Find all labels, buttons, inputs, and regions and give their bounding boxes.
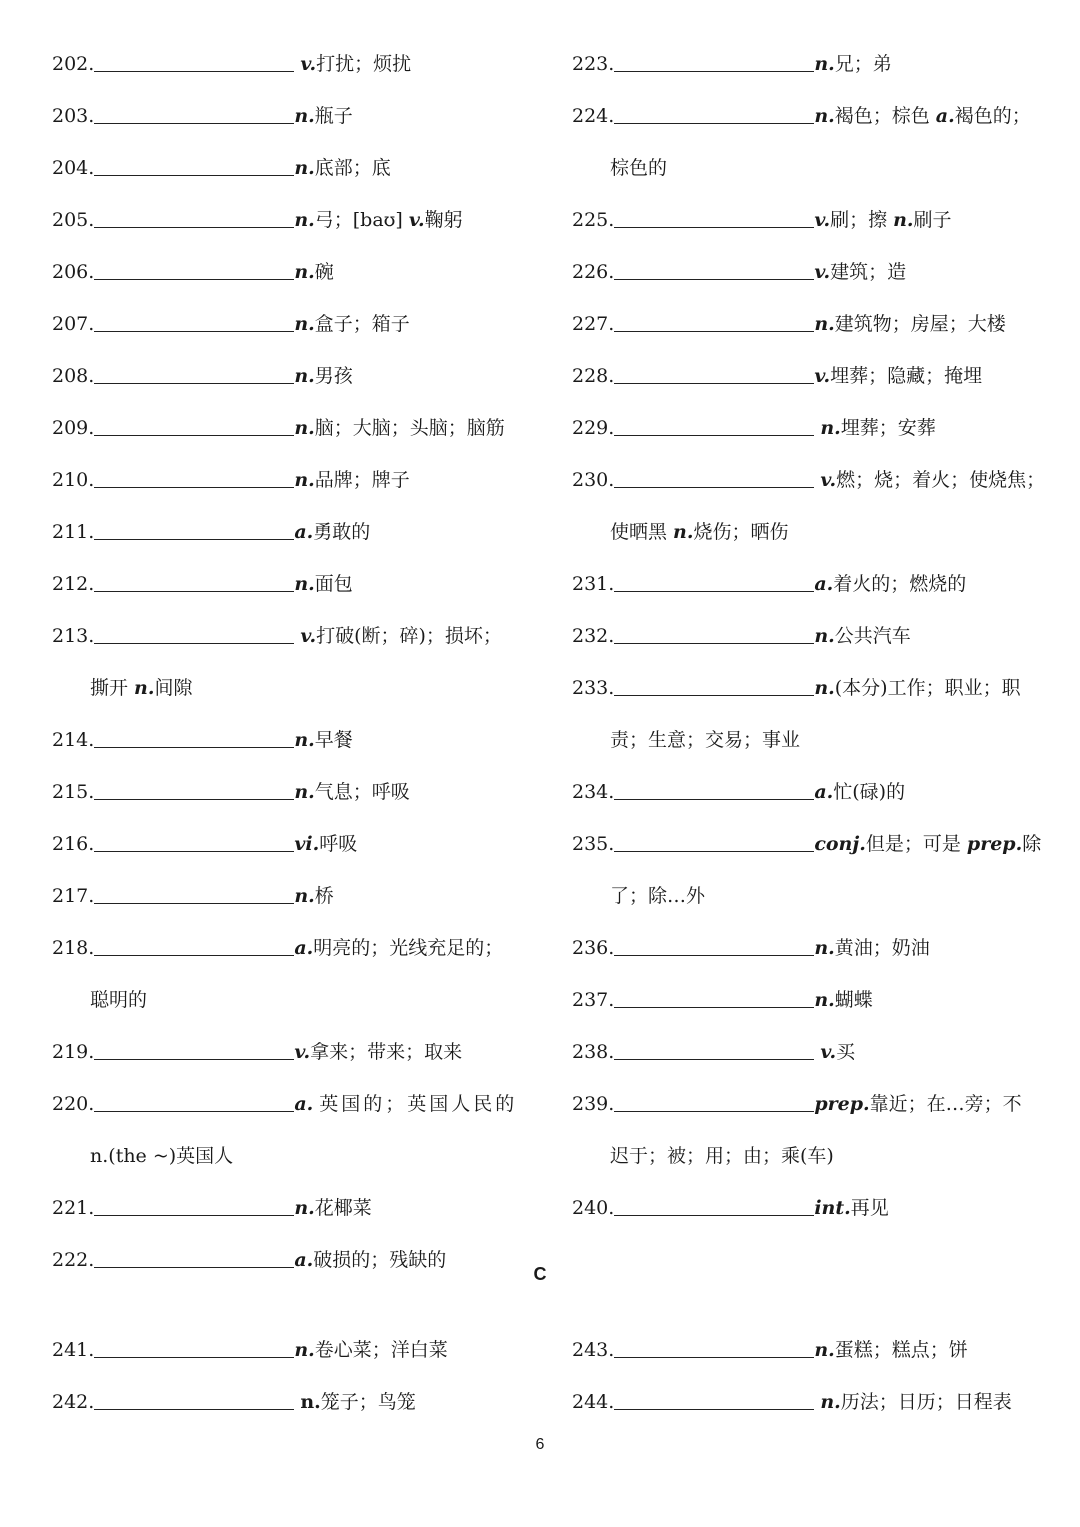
entry-number: 213. <box>52 625 95 647</box>
part-of-speech-2: prep. <box>966 833 1023 855</box>
part-of-speech: int. <box>814 1197 851 1219</box>
answer-blank[interactable] <box>94 1339 294 1358</box>
part-of-speech: n. <box>294 1197 315 1219</box>
entry-number: 217. <box>52 885 95 907</box>
entry-number: 221. <box>52 1197 95 1219</box>
definition-continuation: n.(the ~)英国人 <box>90 1145 234 1167</box>
entry-number: 223. <box>572 53 615 75</box>
part-of-speech: a. <box>294 1249 314 1271</box>
entry-number: 212. <box>52 573 95 595</box>
answer-blank[interactable] <box>614 833 814 852</box>
entry-232 <box>572 622 911 650</box>
definition: 面包 <box>314 573 353 595</box>
answer-blank[interactable] <box>94 781 294 800</box>
answer-blank[interactable] <box>94 157 294 176</box>
entry-227 <box>572 310 1006 338</box>
definition: 埋葬；隐藏；掩埋 <box>830 365 983 387</box>
entry-211 <box>52 518 370 546</box>
definition: 公共汽车 <box>834 625 911 647</box>
entry-220 <box>52 1090 517 1118</box>
answer-blank[interactable] <box>614 209 814 228</box>
entry-209 <box>52 414 505 442</box>
definition: 明亮的；光线充足的； <box>313 937 504 959</box>
entry-215 <box>52 778 410 806</box>
answer-blank[interactable] <box>614 1339 814 1358</box>
entry-number: 244. <box>572 1391 615 1413</box>
entry-218-continuation <box>90 986 147 1014</box>
part-of-speech: n. <box>814 105 835 127</box>
part-of-speech: conj. <box>814 833 866 855</box>
definition-continuation: 撕开 <box>90 677 135 699</box>
part-of-speech: v. <box>814 365 831 387</box>
part-of-speech: vi. <box>294 833 320 855</box>
entry-number: 237. <box>572 989 615 1011</box>
answer-blank[interactable] <box>94 573 294 592</box>
entry-number: 202. <box>52 53 95 75</box>
definition: 呼吸 <box>319 833 358 855</box>
part-of-speech: v. <box>814 209 831 231</box>
entry-number: 210. <box>52 469 95 491</box>
entry-number: 234. <box>572 781 615 803</box>
entry-223 <box>572 50 892 78</box>
entry-207 <box>52 310 410 338</box>
page-number: 6 <box>535 1436 545 1453</box>
part-of-speech: a. <box>294 937 314 959</box>
answer-blank[interactable] <box>94 1093 294 1112</box>
definition: 黄油；奶油 <box>834 937 930 959</box>
answer-blank[interactable] <box>94 365 294 384</box>
definition-2: 褐色的； <box>954 105 1031 127</box>
entry-224 <box>572 102 1031 130</box>
entry-number: 219. <box>52 1041 95 1063</box>
definition: 燃；烧；着火；使烧焦； <box>836 469 1046 491</box>
part-of-speech: n. <box>300 1391 321 1413</box>
entry-225 <box>572 206 952 234</box>
entry-number: 241. <box>52 1339 95 1361</box>
part-of-speech: n. <box>294 261 315 283</box>
part-of-speech: v. <box>814 261 831 283</box>
definition: 早餐 <box>314 729 353 751</box>
definition: 但是；可是 <box>865 833 967 855</box>
entry-number: 214. <box>52 729 95 751</box>
answer-blank[interactable] <box>614 989 814 1008</box>
part-of-speech: prep. <box>814 1093 870 1115</box>
definition: 花椰菜 <box>314 1197 372 1219</box>
definition-continuation: 了；除…外 <box>610 885 706 907</box>
part-of-speech: n. <box>294 573 315 595</box>
answer-blank[interactable] <box>614 365 814 384</box>
entry-229 <box>572 414 936 442</box>
entry-number: 224. <box>572 105 615 127</box>
entry-number: 208. <box>52 365 95 387</box>
part-of-speech: n. <box>294 729 315 751</box>
answer-blank[interactable] <box>94 209 294 228</box>
answer-blank[interactable] <box>614 1391 814 1410</box>
part-of-speech: v. <box>820 469 837 491</box>
definition-2: 间隙 <box>154 677 193 699</box>
part-of-speech: n. <box>820 1391 841 1413</box>
answer-blank[interactable] <box>94 53 294 72</box>
answer-blank[interactable] <box>614 261 814 280</box>
entry-218 <box>52 934 503 962</box>
answer-blank[interactable] <box>614 1197 814 1216</box>
definition: 着火的；燃烧的 <box>833 573 967 595</box>
answer-blank[interactable] <box>94 105 294 124</box>
entry-242 <box>52 1388 416 1416</box>
entry-203 <box>52 102 353 130</box>
answer-blank[interactable] <box>614 625 814 644</box>
definition: 靠近；在…旁；不 <box>869 1093 1022 1115</box>
definition: 忙(碌)的 <box>833 781 906 803</box>
entry-214 <box>52 726 353 754</box>
part-of-speech: a. <box>814 781 834 803</box>
entry-224-continuation <box>610 154 667 182</box>
entry-235-continuation <box>610 882 705 910</box>
entry-number: 211. <box>52 521 95 543</box>
entry-241 <box>52 1336 448 1364</box>
entry-number: 216. <box>52 833 95 855</box>
part-of-speech: a. <box>294 1093 314 1115</box>
entry-239-continuation <box>610 1142 834 1170</box>
definition: 蛋糕；糕点；饼 <box>834 1339 968 1361</box>
definition: 勇敢的 <box>313 521 371 543</box>
entry-208 <box>52 362 353 390</box>
entry-number: 209. <box>52 417 95 439</box>
entry-230-continuation <box>610 518 789 546</box>
entry-number: 240. <box>572 1197 615 1219</box>
definition: 刷；擦 <box>830 209 894 231</box>
entry-233-continuation <box>610 726 800 754</box>
definition-2: 刷子 <box>913 209 952 231</box>
entry-237 <box>572 986 873 1014</box>
definition-continuation: 责；生意；交易；事业 <box>610 729 801 751</box>
part-of-speech: n. <box>294 1339 315 1361</box>
answer-blank[interactable] <box>614 1093 814 1112</box>
part-of-speech-2: n. <box>134 677 155 699</box>
entry-number: 227. <box>572 313 615 335</box>
definition: 气息；呼吸 <box>314 781 410 803</box>
entry-228 <box>572 362 982 390</box>
entry-number: 205. <box>52 209 95 231</box>
entry-number: 225. <box>572 209 615 231</box>
entry-number: 228. <box>572 365 615 387</box>
answer-blank[interactable] <box>94 417 294 436</box>
entry-number: 238. <box>572 1041 615 1063</box>
part-of-speech-2: n. <box>893 209 914 231</box>
entry-number: 204. <box>52 157 95 179</box>
definition: 破损的；残缺的 <box>313 1249 447 1271</box>
entry-236 <box>572 934 930 962</box>
entry-243 <box>572 1336 968 1364</box>
entry-217 <box>52 882 334 910</box>
entry-number: 220. <box>52 1093 95 1115</box>
entry-number: 218. <box>52 937 95 959</box>
entry-number: 215. <box>52 781 95 803</box>
entry-234 <box>572 778 905 806</box>
definition-continuation: 棕色的 <box>610 157 668 179</box>
part-of-speech: n. <box>814 937 835 959</box>
entry-number: 235. <box>572 833 615 855</box>
part-of-speech: n. <box>814 625 835 647</box>
part-of-speech-2: v. <box>408 209 425 231</box>
definition: 建筑；造 <box>830 261 907 283</box>
definition: 男孩 <box>314 365 353 387</box>
entry-number: 243. <box>572 1339 615 1361</box>
part-of-speech: n. <box>294 365 315 387</box>
definition: 兄；弟 <box>834 53 892 75</box>
entry-number: 232. <box>572 625 615 647</box>
entry-number: 242. <box>52 1391 95 1413</box>
entry-210 <box>52 466 410 494</box>
definition: 打扰；烦扰 <box>316 53 412 75</box>
entry-number: 231. <box>572 573 615 595</box>
part-of-speech: n. <box>294 781 315 803</box>
definition: 买 <box>836 1041 856 1063</box>
answer-blank[interactable] <box>94 937 294 956</box>
part-of-speech: n. <box>814 53 835 75</box>
entry-244 <box>572 1388 1012 1416</box>
definition: 桥 <box>314 885 334 907</box>
part-of-speech: n. <box>294 469 315 491</box>
answer-blank[interactable] <box>94 833 294 852</box>
definition-continuation: 迟于；被；用；由；乘(车) <box>610 1145 834 1167</box>
part-of-speech: v. <box>820 1041 837 1063</box>
entry-238 <box>572 1038 855 1066</box>
entry-number: 226. <box>572 261 615 283</box>
part-of-speech: n. <box>814 313 835 335</box>
answer-blank[interactable] <box>94 521 294 540</box>
part-of-speech: v. <box>300 625 317 647</box>
answer-blank[interactable] <box>614 937 814 956</box>
entry-233 <box>572 674 1021 702</box>
definition: 盒子；箱子 <box>314 313 410 335</box>
answer-blank[interactable] <box>94 885 294 904</box>
part-of-speech: n. <box>294 209 315 231</box>
entry-204 <box>52 154 391 182</box>
entry-number: 236. <box>572 937 615 959</box>
definition: 打破(断；碎)；损坏； <box>316 625 502 647</box>
part-of-speech: v. <box>300 53 317 75</box>
entry-221 <box>52 1194 372 1222</box>
entry-205 <box>52 206 463 234</box>
part-of-speech: a. <box>814 573 834 595</box>
entry-230 <box>572 466 1045 494</box>
answer-blank[interactable] <box>614 313 814 332</box>
answer-blank[interactable] <box>94 729 294 748</box>
part-of-speech: n. <box>814 989 835 1011</box>
part-of-speech: n. <box>294 105 315 127</box>
definition-continuation: 使晒黑 <box>610 521 674 543</box>
definition: 建筑物；房屋；大楼 <box>834 313 1006 335</box>
answer-blank[interactable] <box>94 1391 294 1410</box>
answer-blank[interactable] <box>614 677 814 696</box>
part-of-speech-2: a. <box>935 105 955 127</box>
definition: 拿来；带来；取来 <box>310 1041 463 1063</box>
definition: 脑；大脑；头脑；脑筋 <box>314 417 505 439</box>
answer-blank[interactable] <box>94 313 294 332</box>
definition-continuation: 聪明的 <box>90 989 148 1011</box>
answer-blank[interactable] <box>94 625 294 644</box>
answer-blank[interactable] <box>614 469 814 488</box>
definition: 底部；底 <box>314 157 391 179</box>
answer-blank[interactable] <box>614 781 814 800</box>
entry-number: 222. <box>52 1249 95 1271</box>
part-of-speech: n. <box>294 885 315 907</box>
definition: 蝴蝶 <box>834 989 873 1011</box>
definition: 卷心菜；洋白菜 <box>314 1339 448 1361</box>
part-of-speech: a. <box>294 521 314 543</box>
definition: 碗 <box>314 261 334 283</box>
part-of-speech: n. <box>294 417 315 439</box>
answer-blank[interactable] <box>614 1041 814 1060</box>
entry-226 <box>572 258 906 286</box>
definition-2: 鞠躬 <box>424 209 463 231</box>
definition-2: 烧伤；晒伤 <box>693 521 789 543</box>
entry-235 <box>572 830 1041 858</box>
answer-blank[interactable] <box>614 53 814 72</box>
entry-220-continuation <box>90 1142 233 1170</box>
part-of-speech: n. <box>820 417 841 439</box>
entry-240 <box>572 1194 889 1222</box>
entry-number: 203. <box>52 105 95 127</box>
entry-212 <box>52 570 353 598</box>
part-of-speech: n. <box>814 677 835 699</box>
definition: (本分)工作；职业；职 <box>834 677 1021 699</box>
part-of-speech: n. <box>814 1339 835 1361</box>
definition: 埋葬；安葬 <box>840 417 936 439</box>
definition: 褐色；棕色 <box>834 105 936 127</box>
answer-blank[interactable] <box>614 573 814 592</box>
part-of-speech: n. <box>294 157 315 179</box>
definition-2: 除 <box>1022 833 1042 855</box>
section-heading: C <box>533 1264 547 1284</box>
answer-blank[interactable] <box>614 417 814 436</box>
entry-231 <box>572 570 966 598</box>
entry-219 <box>52 1038 462 1066</box>
answer-blank[interactable] <box>94 1041 294 1060</box>
entry-202 <box>52 50 411 78</box>
definition: 历法；日历；日程表 <box>840 1391 1012 1413</box>
part-of-speech: v. <box>294 1041 311 1063</box>
entry-number: 239. <box>572 1093 615 1115</box>
answer-blank[interactable] <box>614 105 814 124</box>
definition: 英国的；英国人民的 <box>319 1093 518 1115</box>
definition: 再见 <box>850 1197 889 1219</box>
entry-206 <box>52 258 334 286</box>
entry-number: 207. <box>52 313 95 335</box>
part-of-speech-2: n. <box>673 521 694 543</box>
definition: 笼子；鸟笼 <box>320 1391 416 1413</box>
entry-239 <box>572 1090 1022 1118</box>
entry-213 <box>52 622 502 650</box>
entry-number: 230. <box>572 469 615 491</box>
entry-number: 229. <box>572 417 615 439</box>
definition: 弓；[baʊ] <box>314 209 409 231</box>
entry-213-continuation <box>90 674 193 702</box>
answer-blank[interactable] <box>94 261 294 280</box>
entry-number: 233. <box>572 677 615 699</box>
definition: 品牌；牌子 <box>314 469 410 491</box>
part-of-speech: n. <box>294 313 315 335</box>
entry-216 <box>52 830 357 858</box>
answer-blank[interactable] <box>94 1197 294 1216</box>
entry-number: 206. <box>52 261 95 283</box>
definition: 瓶子 <box>314 105 353 127</box>
answer-blank[interactable] <box>94 469 294 488</box>
